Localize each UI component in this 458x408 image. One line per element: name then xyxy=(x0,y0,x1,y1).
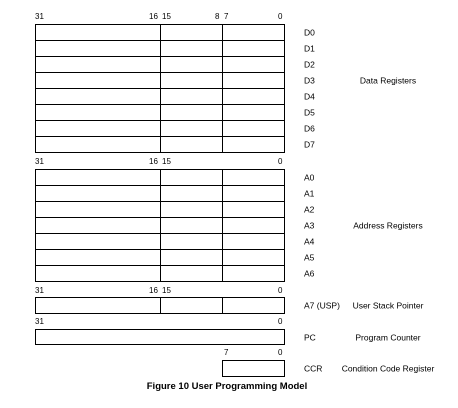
bit-16-label: 16 xyxy=(149,12,158,21)
usp-bit-header xyxy=(35,286,283,295)
bit-0-label: 0 xyxy=(278,286,283,295)
data-registers-bit-header xyxy=(35,12,283,21)
bit-31-label: 31 xyxy=(35,157,44,166)
bit-31-label: 31 xyxy=(35,317,44,326)
register-label-pc: PC xyxy=(304,332,316,343)
pc-register-frame xyxy=(36,330,285,345)
ccr-register-box xyxy=(223,361,285,377)
register-label-ccr: CCR xyxy=(304,363,323,374)
bit-7-label: 7 xyxy=(224,348,229,357)
register-label-a4: A4 xyxy=(304,236,315,247)
register-label-a5: A5 xyxy=(304,252,315,263)
register-label-d4: D4 xyxy=(304,91,315,102)
ccr-bit-header xyxy=(224,348,283,357)
usp-description: User Stack Pointer xyxy=(352,300,424,311)
bit-15-label: 15 xyxy=(162,157,171,166)
bit-15-label: 15 xyxy=(162,12,171,21)
register-label-d2: D2 xyxy=(304,59,315,70)
data-registers-grid xyxy=(36,25,285,153)
bit-16-label: 16 xyxy=(149,286,158,295)
bit-7-label: 7 xyxy=(224,12,229,21)
address-register-labels xyxy=(304,173,315,279)
register-label-d0: D0 xyxy=(304,27,315,38)
register-label-usp: A7 (USP) xyxy=(304,300,340,311)
usp-register-box xyxy=(36,298,285,314)
data-registers-group-label: Data Registers xyxy=(359,75,417,86)
bit-16-label: 16 xyxy=(149,157,158,166)
register-label-a0: A0 xyxy=(304,172,315,183)
bit-31-label: 31 xyxy=(35,286,44,295)
address-registers-group-label: Address Registers xyxy=(353,220,423,231)
data-register-labels xyxy=(304,28,315,150)
register-label-d1: D1 xyxy=(304,43,315,54)
register-label-a3: A3 xyxy=(304,220,315,231)
pc-bit-header xyxy=(35,317,283,326)
bit-8-label: 8 xyxy=(215,12,220,21)
pc-register-box xyxy=(36,330,285,345)
register-label-d3: D3 xyxy=(304,75,315,86)
address-registers-grid xyxy=(36,170,285,282)
ccr-register-frame xyxy=(223,361,285,377)
address-registers-bit-header xyxy=(35,157,283,166)
pc-description: Program Counter xyxy=(355,332,421,343)
register-label-a1: A1 xyxy=(304,188,315,199)
figure-caption: Figure 10 User Programming Model xyxy=(146,381,308,392)
bit-31-label: 31 xyxy=(35,12,44,21)
register-label-d6: D6 xyxy=(304,123,315,134)
bit-0-label: 0 xyxy=(278,12,283,21)
bit-0-label: 0 xyxy=(278,157,283,166)
ccr-description: Condition Code Register xyxy=(341,363,435,374)
register-label-d7: D7 xyxy=(304,139,315,150)
register-label-a6: A6 xyxy=(304,268,315,279)
bit-0-label: 0 xyxy=(278,348,283,357)
bit-15-label: 15 xyxy=(162,286,171,295)
register-label-d5: D5 xyxy=(304,107,315,118)
bit-0-label: 0 xyxy=(278,317,283,326)
register-label-a2: A2 xyxy=(304,204,315,215)
